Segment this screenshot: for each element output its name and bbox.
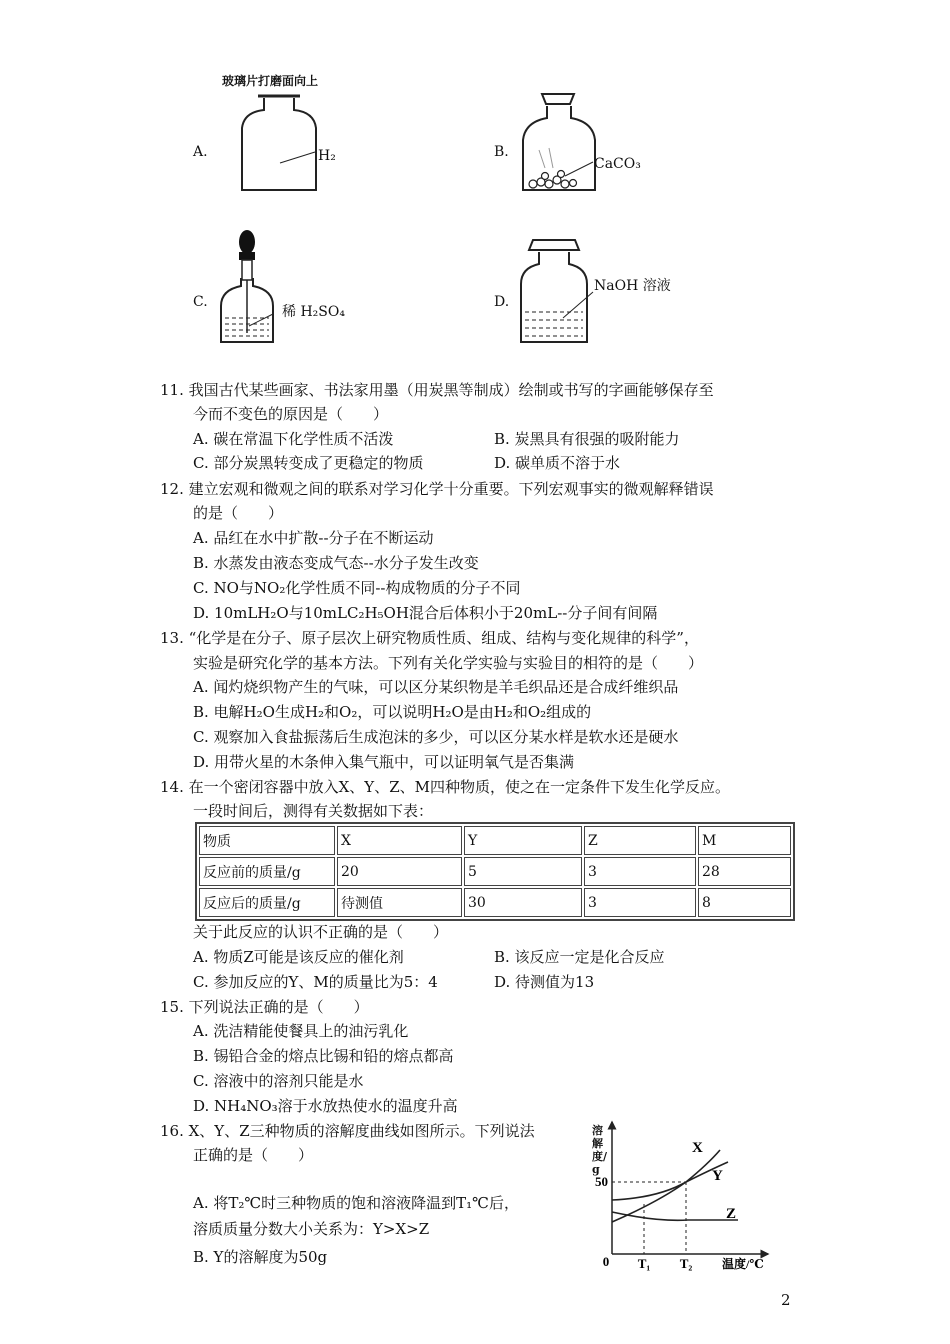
figure-d-label: NaOH 溶液 bbox=[594, 278, 671, 294]
table-cell: 反应前的质量/g bbox=[199, 857, 335, 886]
q14-option-b: B. 该反应一定是化合反应 bbox=[494, 948, 665, 966]
q13-option-c: C. 观察加入食盐振荡后生成泡沫的多少，可以区分某水样是软水还是硬水 bbox=[193, 728, 679, 746]
q15-option-d: D. NH₄NO₃溶于水放热使水的温度升高 bbox=[193, 1097, 458, 1115]
t2-label: T₂ bbox=[679, 1256, 693, 1271]
y-tick-50: 50 bbox=[595, 1174, 608, 1189]
q13-option-a: A. 闻灼烧织物产生的气味，可以区分某织物是羊毛织品还是合成纤维织品 bbox=[193, 678, 679, 696]
q12-stem-line1: 12. 建立宏观和微观之间的联系对学习化学十分重要。下列宏观事实的微观解释错误 bbox=[160, 480, 714, 498]
q11-stem-line1: 11. 我国古代某些画家、书法家用墨（用炭黑等制成）绘制或书写的字画能够保存至 bbox=[160, 381, 714, 399]
page-number: 2 bbox=[781, 1291, 791, 1309]
solubility-curve-graph bbox=[588, 1118, 778, 1278]
q12-option-c: C. NO与NO₂化学性质不同--构成物质的分子不同 bbox=[193, 579, 521, 597]
option-d-letter: D. bbox=[494, 294, 510, 310]
x-axis-label: 温度/℃ bbox=[722, 1257, 764, 1271]
q16-option-b: B. Y的溶解度为50g bbox=[193, 1248, 328, 1266]
q14-stem-line1: 14. 在一个密闭容器中放入X、Y、Z、M四种物质，使之在一定条件下发生化学反应。 bbox=[160, 778, 730, 796]
mass-data-table bbox=[195, 822, 795, 921]
bottle-caco3-figure bbox=[515, 90, 605, 198]
table-cell: 8 bbox=[698, 888, 791, 917]
table-cell: 反应后的质量/g bbox=[199, 888, 335, 917]
q13-option-b: B. 电解H₂O生成H₂和O₂，可以说明H₂O是由H₂和O₂组成的 bbox=[193, 703, 592, 721]
table-cell: 物质 bbox=[199, 826, 335, 855]
q14-stem-line3: 关于此反应的认识不正确的是（ ） bbox=[193, 923, 449, 941]
q15-option-a: A. 洗洁精能使餐具上的油污乳化 bbox=[193, 1022, 409, 1040]
origin-label: 0 bbox=[602, 1254, 610, 1269]
q11-option-b: B. 炭黑具有很强的吸附能力 bbox=[494, 430, 680, 448]
q15-option-b: B. 锡铅合金的熔点比锡和铅的熔点都高 bbox=[193, 1047, 454, 1065]
table-cell: 28 bbox=[698, 857, 791, 886]
table-cell: 3 bbox=[584, 888, 696, 917]
figure-a-label: H₂ bbox=[318, 148, 336, 164]
figure-b-label: CaCO₃ bbox=[594, 156, 641, 172]
option-c-letter: C. bbox=[193, 294, 208, 310]
q11-option-d: D. 碳单质不溶于水 bbox=[494, 454, 621, 472]
q14-option-a: A. 物质Z可能是该反应的催化剂 bbox=[193, 948, 404, 966]
q13-option-d: D. 用带火星的木条伸入集气瓶中，可以证明氧气是否集满 bbox=[193, 753, 575, 771]
q11-option-a: A. 碳在常温下化学性质不活泼 bbox=[193, 430, 394, 448]
q14-option-d: D. 待测值为13 bbox=[494, 973, 595, 991]
q11-stem-line2: 今而不变色的原因是（ ） bbox=[193, 405, 389, 423]
table-cell: M bbox=[698, 826, 791, 855]
dropper-bottle-figure bbox=[215, 228, 295, 348]
table-cell: 20 bbox=[337, 857, 462, 886]
q16-stem-line1: 16. X、Y、Z三种物质的溶解度曲线如图所示。下列说法 bbox=[160, 1122, 535, 1140]
q16-option-a-line2: 溶质质量分数大小关系为：Y>X>Z bbox=[193, 1220, 430, 1238]
q13-stem-line1: 13. “化学是在分子、原子层次上研究物质性质、组成、结构与变化规律的科学”， bbox=[160, 629, 699, 647]
figure-a-caption: 玻璃片打磨面向上 bbox=[222, 74, 319, 88]
q12-option-b: B. 水蒸发由液态变成气态--水分子发生改变 bbox=[193, 554, 479, 572]
table-row bbox=[199, 888, 791, 917]
table-cell: 3 bbox=[584, 857, 696, 886]
table-cell: X bbox=[337, 826, 462, 855]
q15-option-c: C. 溶液中的溶剂只能是水 bbox=[193, 1072, 364, 1090]
table-cell: 30 bbox=[464, 888, 582, 917]
q12-option-a: A. 品红在水中扩散--分子在不断运动 bbox=[193, 529, 434, 547]
curve-x bbox=[612, 1150, 720, 1222]
q11-option-c: C. 部分炭黑转变成了更稳定的物质 bbox=[193, 454, 424, 472]
q12-option-d: D. 10mLH₂O与10mLC₂H₅OH混合后体积小于20mL--分子间有间隔 bbox=[193, 604, 658, 622]
q16-stem-line2: 正确的是（ ） bbox=[193, 1146, 314, 1164]
q13-stem-line2: 实验是研究化学的基本方法。下列有关化学实验与实验目的相符的是（ ） bbox=[193, 654, 704, 672]
curve-y bbox=[612, 1162, 728, 1200]
q12-stem-line2: 的是（ ） bbox=[193, 504, 284, 522]
table-cell: Z bbox=[584, 826, 696, 855]
figure-c-label: 稀 H₂SO₄ bbox=[282, 304, 345, 320]
q14-option-c: C. 参加反应的Y、M的质量比为5：4 bbox=[193, 973, 438, 991]
q15-stem: 15. 下列说法正确的是（ ） bbox=[160, 998, 369, 1016]
table-cell: 待测值 bbox=[337, 888, 462, 917]
series-y-label: Y bbox=[712, 1168, 723, 1184]
q14-stem-line2: 一段时间后，测得有关数据如下表： bbox=[193, 802, 434, 820]
series-x-label: X bbox=[692, 1140, 703, 1156]
option-b-letter: B. bbox=[494, 144, 509, 160]
option-a-letter: A. bbox=[193, 144, 208, 160]
series-z-label: Z bbox=[726, 1206, 737, 1222]
table-row bbox=[199, 857, 791, 886]
y-axis-label: 溶解度/g bbox=[592, 1124, 608, 1176]
q16-option-a-line1: A. 将T₂℃时三种物质的饱和溶液降温到T₁℃后， bbox=[193, 1194, 519, 1212]
bottle-naoh-figure bbox=[515, 236, 595, 346]
gas-jar-h2-figure bbox=[230, 88, 360, 198]
table-cell: 5 bbox=[464, 857, 582, 886]
t1-label: T₁ bbox=[637, 1256, 651, 1271]
table-row bbox=[199, 826, 791, 855]
table-cell: Y bbox=[464, 826, 582, 855]
